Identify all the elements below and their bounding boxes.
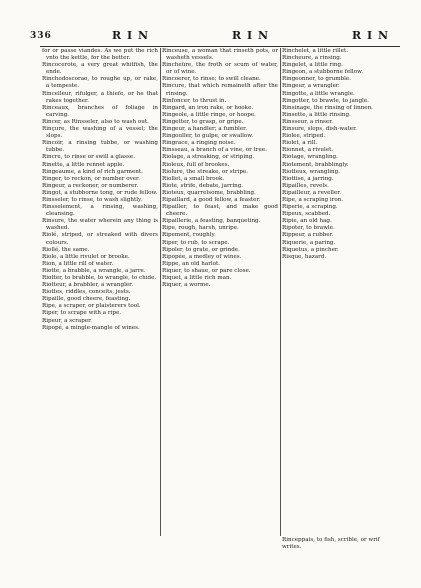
dictionary-entry: Rincheüre, the froth or scum of water, or of wine. xyxy=(162,62,278,76)
dictionary-entry: Ringotte, a little wrangle. xyxy=(282,90,355,97)
dictionary-entry: Rinsinage, the rinsing of linnen. xyxy=(282,104,373,111)
dictionary-entry: Ringeur, a reckoner, or numberer. xyxy=(42,182,139,189)
dictionary-entry: Riotteux, wrangling. xyxy=(282,168,341,175)
dictionary-entry: Rinceuse, a woman that rinseth pots, or washeth vessels. xyxy=(162,48,278,62)
dictionary-entry: Rinsseler, to rinse, to wash slightly. xyxy=(42,196,143,203)
dictionary-entry: Riolé, striped, or streaked with divers colours. xyxy=(42,232,158,246)
dictionary-entry: Riottise, a jarring. xyxy=(282,175,334,182)
dictionary-entry: Rincoir, a rinsing tubbe, or washing tubbe. xyxy=(42,140,158,154)
dictionary-entry: Ripailles, revels. xyxy=(282,182,329,189)
dictionary-entry: Ripeux, scabbed. xyxy=(282,211,331,218)
dictionary-entry: Rioleux, full of brookes. xyxy=(162,161,230,168)
dictionary-entry: Riotte, a brabble, a wrangle, a jarre. xyxy=(42,267,146,274)
dictionary-entry: Ringrace, a ringing noise. xyxy=(162,140,236,147)
page-number: 336 xyxy=(30,31,52,41)
dictionary-entry: Rincer, as Rinsseler, also to wash out. xyxy=(42,118,149,125)
dictionary-entry: Ripailler, to feast, and make good cheere. xyxy=(162,204,278,218)
dictionary-entry: Rippeur, a rubber. xyxy=(282,232,334,239)
dictionary-entry: Ringeur, a handler; a fumbler. xyxy=(162,126,247,133)
dictionary-entry: Riquerie, a paring. xyxy=(282,239,336,246)
dictionary-entry: Riotter, to brabble, to wrangle, to chide. xyxy=(42,275,157,281)
running-headword-1: R I N xyxy=(112,29,150,42)
dictionary-entry: Ringetter, to grasp, or gripe. xyxy=(162,118,244,125)
running-headword-3: R I N xyxy=(352,29,390,42)
catchword-line: Rinceppais, to fish, scrible, or wrif writes. xyxy=(282,537,380,550)
dictionary-entry: Ripe, a scraper, or plaisterers tool. xyxy=(42,303,141,310)
dictionary-entry: Rinsseur, a rinser. xyxy=(282,118,334,125)
dictionary-entry: Riole, a little rivulet or brooke. xyxy=(42,253,130,260)
dictionary-entry: Ringeaume, a kind of rich garment. xyxy=(42,168,143,175)
dictionary-entry: Riquer, a worme. xyxy=(162,282,211,289)
dictionary-entry: Ripaillard, a good fellow, a feaster. xyxy=(162,196,261,203)
dictionary-entry: Riollet, a small brook. xyxy=(162,175,225,182)
dictionary-entry: Rincure, that which remaineth after the rinsing. xyxy=(162,83,278,97)
dictionary-entry: Risque, hazard. xyxy=(282,253,327,260)
dictionary-entry: Rinette, a little rennet apple. xyxy=(42,161,125,168)
dictionary-entry: Rioteux, quarrelsome, brabbling. xyxy=(162,189,256,196)
dictionary-entry: Ringot, a stubborne tong, or rude fellow. xyxy=(42,189,158,196)
dictionary-entry: Riper, to rub, to scrape. xyxy=(162,239,230,246)
dictionary-entry: Riolet, a rill. xyxy=(282,140,318,147)
dictionary-entry: Riolure, the streake, or stripe. xyxy=(162,168,249,175)
dictionary-entry: Rinfoncer, to thrust in. xyxy=(162,97,227,104)
dictionary-entry: Rincoerer, to rinse; to swill cleane. xyxy=(162,76,261,83)
dictionary-entry: Rippe, an old harlot. xyxy=(162,260,221,267)
dictionary-entry: Ripement, roughly. xyxy=(162,232,216,239)
column-3 xyxy=(282,48,398,536)
dictionary-entry: Ripailleur, a reveller. xyxy=(282,189,342,196)
dictionary-entry: Rincocerote, a very great whitfish, the ende. xyxy=(42,62,158,76)
dictionary-entry: Rincheure, a rinsing. xyxy=(282,55,342,62)
dictionary-entry: Riollé, the same. xyxy=(42,246,90,253)
dictionary-entry: Ringeur, a wrangler. xyxy=(282,83,340,90)
dictionary-entry: for or passe viandes. As we put the rich vnto the kettle, for the better. xyxy=(42,48,158,62)
dictionary-entry: Ringeole, a little ringe, or hoope. xyxy=(162,111,256,118)
dictionary-entry: Ringeon, a stubborne fellow. xyxy=(282,69,363,76)
dictionary-entry: Ripoter, to brawle. xyxy=(282,225,335,232)
dictionary-entry: Rinceaux, branches of foliage in carving. xyxy=(42,104,158,118)
dictionary-entry: Ripe, rough, harsh, unripe. xyxy=(162,225,239,232)
dictionary-entry: Riquer, to shaue, or pare close. xyxy=(162,267,251,274)
dictionary-entry: Riolage, a streaking, or striping. xyxy=(162,154,255,161)
dictionary-entry: Ringer, to reckon, or number over. xyxy=(42,175,140,182)
dictionary-entry: Rincelleur, rifulger, a thiefe, or he that rakes together. xyxy=(42,90,158,104)
dictionary-entry: Ripeur, a scraper. xyxy=(42,317,92,324)
dictionary-entry: Riotement, brabblingly. xyxy=(282,161,349,168)
dictionary-entry: Rinsseau, a branch of a vine, or tree. xyxy=(162,147,267,154)
dictionary-entry: Rionnet, a rivulet. xyxy=(282,147,334,154)
dictionary-entry: Ringotter, to brawle, to jangle. xyxy=(282,97,369,104)
dictionary-entry: Riperie, a scraping. xyxy=(282,204,338,211)
dictionary-entry: Ringeonner, to grumble. xyxy=(282,76,352,83)
dictionary-entry: Riotage, wrangling. xyxy=(282,154,338,161)
dictionary-entry: Riottes, riddles, conceits, jests. xyxy=(42,289,131,296)
dictionary-entry: Ripaille, good cheere, feasting. xyxy=(42,296,131,303)
dictionary-entry: Ripopée, a medley of wines. xyxy=(162,253,242,260)
column-2 xyxy=(162,48,278,536)
dictionary-entry: Rion, a little rill of water. xyxy=(42,260,114,267)
dictionary-entry: Rinsselement, a rinsing, washing, cleansing. xyxy=(42,204,158,218)
dictionary-entry: Ripie, an old hag. xyxy=(282,218,332,225)
dictionary-entry: Riquetus, a pincher. xyxy=(282,246,339,253)
dictionary-entry: Ringouller, to gulpe, or swallow. xyxy=(162,133,254,140)
dictionary-entry: Rinchodoscorao, to roughe up, or rake, a tempeste. xyxy=(42,76,158,90)
column-divider-2 xyxy=(280,48,281,536)
dictionary-entry: Rinchelet, a little rillet. xyxy=(282,48,348,54)
dictionary-entry: Rincre, to rinse or swill a glasse. xyxy=(42,154,135,161)
dictionary-entry: Riote, strife, debate, jarring. xyxy=(162,182,244,189)
dictionary-entry: Rinçure, the washing of a vessel; the slops. xyxy=(42,126,158,140)
dictionary-entry: Riotteur, a brabbler, a wrangler. xyxy=(42,282,134,289)
running-headword-2: R I N xyxy=(232,29,270,42)
dictionary-entry: Ringelet, a little ring. xyxy=(282,62,343,69)
column-1 xyxy=(42,48,158,536)
dictionary-entry: Ripopé, a mingle-mangle of wines. xyxy=(42,324,140,331)
dictionary-entry: Rinsette, a little rinsing. xyxy=(282,111,351,118)
header-rule xyxy=(40,46,400,47)
column-divider-1 xyxy=(160,48,161,536)
page-header xyxy=(30,31,402,45)
dictionary-entry: Riquet, a little rich man. xyxy=(162,275,232,281)
dictionary-entry: Rinsure, slops, dish-water. xyxy=(282,126,357,133)
dictionary-entry: Ringard, an iron rake, or hooke. xyxy=(162,104,254,111)
dictionary-entry: Rinsure, the water wherein any thing is washed. xyxy=(42,218,158,232)
dictionary-entry: Riolee, striped. xyxy=(282,133,326,140)
dictionary-entry: Riper, to scrape with a ripe. xyxy=(42,310,122,317)
dictionary-entry: Ripoler, to grate, or grinde. xyxy=(162,246,240,253)
dictionary-entry: Ripaillerie, a feasting, banqueting. xyxy=(162,218,261,225)
dictionary-entry: Ripe, a scraping iron. xyxy=(282,196,344,203)
